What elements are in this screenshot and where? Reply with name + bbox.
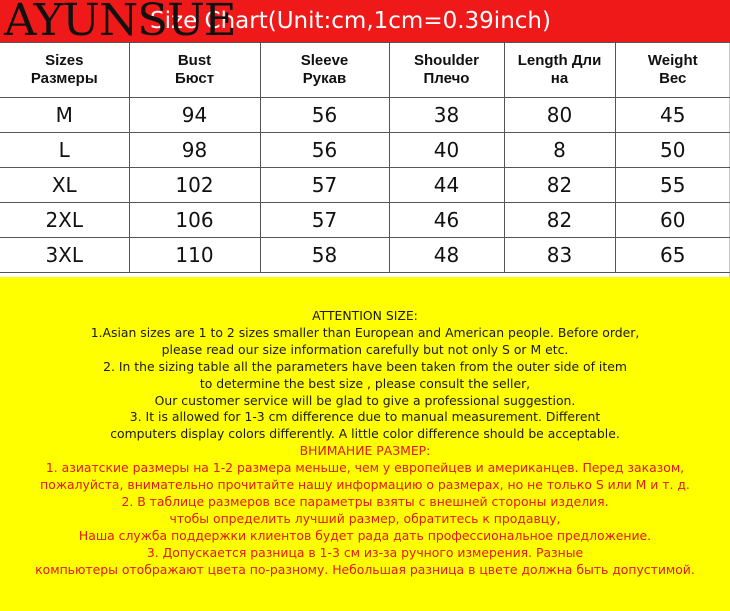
column-header-en: Length Дли bbox=[517, 52, 602, 69]
notice-line-ru: Наша служба поддержки клиентов будет рада дать профессиональное предложение. bbox=[78, 527, 652, 543]
table-row bbox=[0, 203, 730, 238]
column-header-en: Sleeve bbox=[300, 52, 349, 69]
notice-line-en: to determine the best size , please consult the seller, bbox=[199, 375, 531, 391]
brand-logo: AYUNSUE bbox=[4, 0, 236, 42]
length-cell: 80 bbox=[504, 98, 615, 133]
size-notice-panel bbox=[0, 277, 730, 611]
notice-line-ru: чтобы определить лучший размер, обратитесь к продавцу, bbox=[169, 510, 561, 526]
size-cell: L bbox=[0, 133, 129, 168]
notice-line-en: computers display colors differently. A little color difference should be acceptable. bbox=[110, 426, 620, 442]
weight-cell: 55 bbox=[615, 168, 730, 203]
column-header-ru: Плечо bbox=[423, 70, 470, 87]
length-cell: 8 bbox=[504, 133, 615, 168]
notice-heading-ru: ВНИМАНИЕ РАЗМЕР: bbox=[299, 443, 431, 459]
shoulder-cell: 38 bbox=[389, 98, 504, 133]
bust-cell: 110 bbox=[129, 238, 260, 273]
weight-cell: 50 bbox=[615, 133, 730, 168]
table-row bbox=[0, 133, 730, 168]
length-cell: 82 bbox=[504, 203, 615, 238]
notice-line-ru: компьютеры отображают цвета по-разному. Небольшая разница в цвете должна быть допустимой. bbox=[35, 561, 695, 577]
size-cell: 3XL bbox=[0, 238, 129, 273]
notice-line-ru: 1. азиатские размеры на 1-2 размера меньше, чем у европейцев и американцев. Перед заказом, bbox=[45, 460, 685, 476]
shoulder-cell: 44 bbox=[389, 168, 504, 203]
bust-cell: 94 bbox=[129, 98, 260, 133]
bust-cell: 102 bbox=[129, 168, 260, 203]
column-header-en: Bust bbox=[177, 52, 212, 69]
column-header-en: Shoulder bbox=[413, 52, 479, 69]
size-chart-header bbox=[0, 0, 730, 42]
notice-line-ru: 3. Допускается разница в 1-3 см из-за ручного измерения. Разные bbox=[146, 544, 584, 560]
notice-line-en: please read our size information carefully but not only S or M etc. bbox=[161, 341, 569, 357]
sleeve-cell: 57 bbox=[260, 168, 389, 203]
column-header-ru: Рукав bbox=[302, 70, 347, 87]
shoulder-cell: 48 bbox=[389, 238, 504, 273]
sleeve-cell: 56 bbox=[260, 133, 389, 168]
bust-cell: 106 bbox=[129, 203, 260, 238]
notice-line-en: 1.Asian sizes are 1 to 2 sizes smaller than European and American people. Before order, bbox=[90, 324, 640, 340]
shoulder-cell: 40 bbox=[389, 133, 504, 168]
column-header-ru: Бюст bbox=[174, 70, 215, 87]
column-header-en: Weight bbox=[647, 52, 698, 69]
sleeve-cell: 58 bbox=[260, 238, 389, 273]
sleeve-cell: 56 bbox=[260, 98, 389, 133]
length-cell: 82 bbox=[504, 168, 615, 203]
notice-line-ru: пожалуйста, внимательно прочитайте нашу информацию о размерах, но не только S или M и т. д. bbox=[40, 477, 690, 493]
size-cell: 2XL bbox=[0, 203, 129, 238]
weight-cell: 65 bbox=[615, 238, 730, 273]
column-header-en: Sizes bbox=[45, 52, 84, 69]
table-row bbox=[0, 98, 730, 133]
size-table bbox=[0, 42, 730, 273]
weight-cell: 60 bbox=[615, 203, 730, 238]
sleeve-cell: 57 bbox=[260, 203, 389, 238]
notice-line-ru: 2. В таблице размеров все параметры взяты с внешней стороны изделия. bbox=[121, 493, 609, 509]
column-header-weight bbox=[615, 43, 730, 98]
notice-heading-en: ATTENTION SIZE: bbox=[312, 308, 418, 323]
table-header-row bbox=[0, 43, 730, 98]
column-header-bust bbox=[129, 43, 260, 98]
column-header-length bbox=[504, 43, 615, 98]
notice-line-en: 2. In the sizing table all the parameters have been taken from the outer side of item bbox=[103, 358, 627, 374]
weight-cell: 45 bbox=[615, 98, 730, 133]
notice-line-en: Our customer service will be glad to give a professional suggestion. bbox=[154, 392, 576, 408]
size-cell: M bbox=[0, 98, 129, 133]
length-cell: 83 bbox=[504, 238, 615, 273]
column-header-ru: Вес bbox=[659, 70, 687, 87]
column-header-sleeve bbox=[260, 43, 389, 98]
chart-title: Size Chart(Unit:cm,1cm=0.39inch) bbox=[150, 8, 551, 34]
size-cell: XL bbox=[0, 168, 129, 203]
column-header-ru: Размеры bbox=[30, 70, 98, 87]
notice-line-en: 3. It is allowed for 1-3 cm difference due to manual measurement. Different bbox=[129, 409, 601, 425]
column-header-shoulder bbox=[389, 43, 504, 98]
table-row bbox=[0, 238, 730, 273]
column-header-sizes bbox=[0, 43, 129, 98]
table-row bbox=[0, 168, 730, 203]
bust-cell: 98 bbox=[129, 133, 260, 168]
shoulder-cell: 46 bbox=[389, 203, 504, 238]
column-header-ru: на bbox=[550, 70, 569, 87]
